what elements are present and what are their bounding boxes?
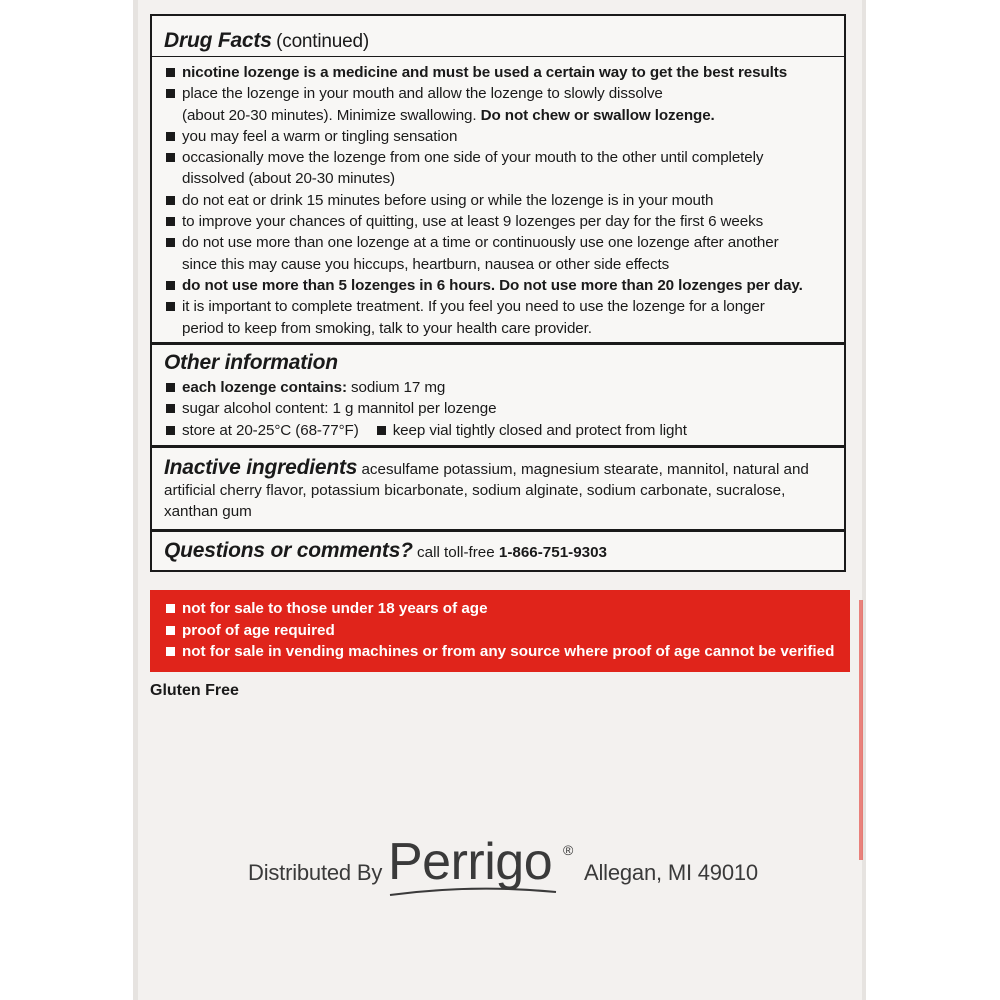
direction-item <box>166 190 838 211</box>
direction-text: it is important to complete treatment. If you feel you need to use the lozenge for a longer <box>182 298 765 316</box>
list-item <box>166 420 359 441</box>
direction-line <box>182 232 838 253</box>
direction-item <box>166 296 838 339</box>
distributed-by-text: Distributed By <box>248 860 383 885</box>
inactive-ingredients-section <box>150 446 846 531</box>
direction-line <box>182 83 838 104</box>
bullet-square-icon <box>166 383 175 392</box>
direction-item <box>166 62 838 83</box>
direction-line <box>182 147 838 168</box>
direction-text: Do not chew or swallow lozenge. <box>480 106 715 124</box>
inactive-ingredients-text: acesulfame potassium, magnesium stearate, mannitol, natural and artificial cherry flavor, potassium bicarbonate, sodium alginate, sodium carbonate, sucralose, xanthan gum <box>164 461 809 521</box>
direction-item <box>166 147 838 190</box>
heading-rule <box>152 56 844 57</box>
direction-line <box>182 254 838 275</box>
perrigo-logo: Perrigo <box>388 833 553 891</box>
direction-line <box>182 318 838 339</box>
direction-text: nicotine lozenge is a medicine and must be used a certain way to get the best results <box>182 64 788 81</box>
inactive-ingredients-paragraph <box>164 456 836 523</box>
direction-text: you may feel a warm or tingling sensation <box>182 127 458 145</box>
bullet-square-icon <box>166 404 175 413</box>
warning-item <box>166 641 850 663</box>
direction-text: period to keep from smoking, talk to your health care provider. <box>182 319 592 337</box>
direction-text: dissolved (about 20-30 minutes) <box>182 170 396 188</box>
bullet-square-icon <box>166 647 175 656</box>
warning-text: not for sale to those under 18 years of age <box>182 600 488 617</box>
drug-facts-heading <box>152 16 844 52</box>
vial-storage-text: keep vial tightly closed and protect from light <box>392 421 687 439</box>
bullet-square-icon <box>377 426 386 435</box>
direction-line <box>182 168 838 189</box>
direction-line <box>182 62 838 83</box>
direction-text: occasionally move the lozenge from one side of your mouth to the other until completely <box>182 149 764 167</box>
list-item <box>166 398 838 419</box>
direction-text: since this may cause you hiccups, heartburn, nausea or other side effects <box>182 255 670 273</box>
other-information-title: Other information <box>164 351 338 374</box>
questions-title: Questions or comments? <box>164 539 413 562</box>
lozenge-contains-label: each lozenge contains: <box>182 379 347 396</box>
age-warning-banner <box>150 590 850 672</box>
bullet-square-icon <box>166 196 175 205</box>
direction-text: do not use more than 5 lozenges in 6 hours. Do not use more than 20 lozenges per day. <box>182 276 803 294</box>
bullet-square-icon <box>166 217 175 226</box>
direction-line <box>182 105 838 126</box>
drug-facts-title: Drug Facts <box>164 29 272 52</box>
gluten-free-label: Gluten Free <box>150 682 239 699</box>
inactive-ingredients-title: Inactive ingredients <box>164 456 358 479</box>
bullet-square-icon <box>166 626 175 635</box>
bullet-square-icon <box>166 238 175 247</box>
direction-item <box>166 275 838 296</box>
storage-row <box>166 420 838 441</box>
direction-text: to improve your chances of quitting, use at least 9 lozenges per day for the first 6 weeks <box>182 213 764 231</box>
direction-item <box>166 83 838 126</box>
list-item <box>166 377 838 398</box>
directions-list <box>166 62 838 339</box>
warning-item <box>166 598 850 620</box>
bullet-square-icon <box>166 68 175 77</box>
bullet-square-icon <box>166 89 175 98</box>
direction-text: do not use more than one lozenge at a time or continuously use one lozenge after another <box>182 234 779 252</box>
toll-free-phone: 1-866-751-9303 <box>498 544 607 561</box>
list-item <box>377 420 687 441</box>
warning-text: not for sale in vending machines or from any source where proof of age cannot be verified <box>182 643 835 660</box>
direction-item <box>166 211 838 232</box>
storage-temp-text: store at 20-25°C (68-77°F) <box>182 421 359 439</box>
direction-line <box>182 126 838 147</box>
bullet-square-icon <box>166 281 175 290</box>
other-information-list <box>166 377 838 441</box>
other-information-section <box>150 343 846 447</box>
direction-item <box>166 126 838 147</box>
questions-text: call toll-free <box>412 544 499 561</box>
logo-swoosh-icon <box>388 886 558 900</box>
bullet-square-icon <box>166 426 175 435</box>
bullet-square-icon <box>166 153 175 162</box>
bullet-square-icon <box>166 604 175 613</box>
warning-item <box>166 620 850 642</box>
registered-mark: ® <box>563 842 574 858</box>
distributor-location: Allegan, MI 49010 <box>584 860 758 885</box>
panel-accent-edge <box>859 600 863 860</box>
distributor-footer <box>248 828 788 898</box>
direction-line <box>182 190 838 211</box>
direction-line <box>182 275 838 296</box>
questions-section <box>150 530 846 572</box>
direction-text: (about 20-30 minutes). Minimize swallowing. <box>182 106 481 124</box>
direction-line <box>182 296 838 317</box>
direction-text: do not eat or drink 15 minutes before using or while the lozenge is in your mouth <box>182 191 714 209</box>
bullet-square-icon <box>166 302 175 311</box>
direction-text: place the lozenge in your mouth and allow the lozenge to slowly dissolve <box>182 85 663 103</box>
questions-row <box>164 539 607 565</box>
sugar-alcohol-text: sugar alcohol content: 1 g mannitol per lozenge <box>182 400 497 418</box>
drug-facts-continued-section <box>150 14 846 344</box>
lozenge-contains-value: sodium 17 mg <box>346 379 446 396</box>
direction-line <box>182 211 838 232</box>
direction-item <box>166 232 838 275</box>
warning-text: proof of age required <box>182 621 335 639</box>
drug-facts-title-suffix: (continued) <box>276 31 369 52</box>
bullet-square-icon <box>166 132 175 141</box>
